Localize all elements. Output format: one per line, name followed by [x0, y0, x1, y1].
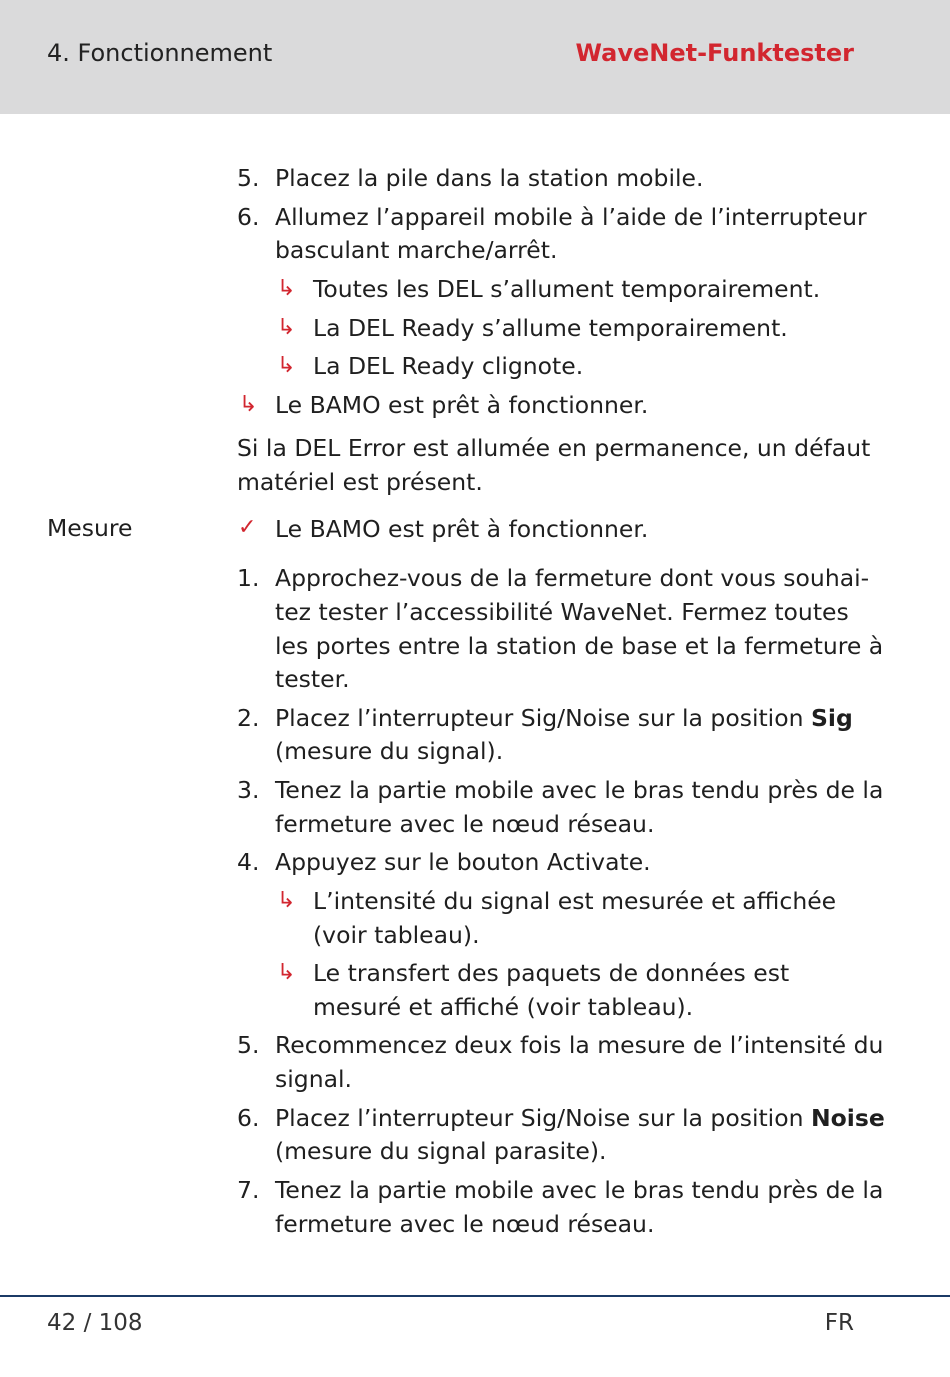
step-number: 6.	[237, 203, 260, 231]
result-arrow-icon: ↳	[277, 276, 296, 301]
step-text: les portes entre la station de base et la fermeture à	[275, 632, 884, 660]
language-code: FR	[824, 1310, 854, 1336]
result-text: La DEL Ready clignote.	[313, 352, 584, 380]
product-title: WaveNet-Funktester	[575, 39, 854, 67]
side-label: Mesure	[47, 514, 133, 542]
result-text: La DEL Ready s’allume temporairement.	[313, 314, 788, 342]
step-text: Placez l’interrupteur Sig/Noise sur la position Sig	[275, 704, 853, 732]
step-text: Recommencez deux fois la mesure de l’intensité du	[275, 1031, 884, 1059]
step-text: Placez la pile dans la station mobile.	[275, 164, 704, 192]
step-text: Allumez l’appareil mobile à l’aide de l’interrupteur	[275, 203, 867, 231]
step-number: 7.	[237, 1176, 260, 1204]
page-header	[0, 0, 950, 114]
step-number: 2.	[237, 704, 260, 732]
step-text: Tenez la partie mobile avec le bras tendu près de la	[275, 776, 884, 804]
result-arrow-icon: ↳	[277, 960, 296, 985]
check-icon: ✓	[238, 515, 257, 540]
step-number: 5.	[237, 1031, 260, 1059]
step-text: Appuyez sur le bouton Activate.	[275, 848, 651, 876]
result-text: mesuré et affiché (voir tableau).	[313, 993, 694, 1021]
result-arrow-icon: ↳	[277, 315, 296, 340]
note-text: Si la DEL Error est allumée en permanence, un défaut	[237, 434, 871, 462]
step-text: fermeture avec le nœud réseau.	[275, 810, 655, 838]
result-text: (voir tableau).	[313, 921, 480, 949]
step-text: (mesure du signal parasite).	[275, 1137, 607, 1165]
step-number: 4.	[237, 848, 260, 876]
result-arrow-icon: ↳	[277, 353, 296, 378]
step-text: tez tester l’accessibilité WaveNet. Fermez toutes	[275, 598, 849, 626]
step-text: Tenez la partie mobile avec le bras tendu près de la	[275, 1176, 884, 1204]
result-text: Toutes les DEL s’allument temporairement.	[313, 275, 821, 303]
final-result-text: Le BAMO est prêt à fonctionner.	[275, 391, 649, 419]
position-noise: Noise	[810, 1104, 885, 1132]
step-text: Placez l’interrupteur Sig/Noise sur la position Noise	[275, 1104, 885, 1132]
step-text: (mesure du signal).	[275, 737, 504, 765]
note-text: matériel est présent.	[237, 468, 483, 496]
footer-divider	[0, 1295, 950, 1297]
precondition-text: Le BAMO est prêt à fonctionner.	[275, 515, 649, 543]
result-text: Le transfert des paquets de données est	[313, 959, 790, 987]
result-arrow-icon: ↳	[239, 392, 258, 417]
result-arrow-icon: ↳	[277, 888, 296, 913]
step-number: 1.	[237, 564, 260, 592]
step-number: 5.	[237, 164, 260, 192]
position-sig: Sig	[810, 704, 853, 732]
page-number: 42 / 108	[47, 1310, 143, 1336]
step-text: fermeture avec le nœud réseau.	[275, 1210, 655, 1238]
step-number: 6.	[237, 1104, 260, 1132]
result-text: L’intensité du signal est mesurée et affichée	[313, 887, 837, 915]
step-text: signal.	[275, 1065, 352, 1093]
chapter-title: 4. Fonctionnement	[47, 39, 273, 67]
step-text: tester.	[275, 665, 350, 693]
step-text: basculant marche/arrêt.	[275, 236, 558, 264]
step-text: Approchez-vous de la fermeture dont vous souhai-	[275, 564, 870, 592]
step-number: 3.	[237, 776, 260, 804]
